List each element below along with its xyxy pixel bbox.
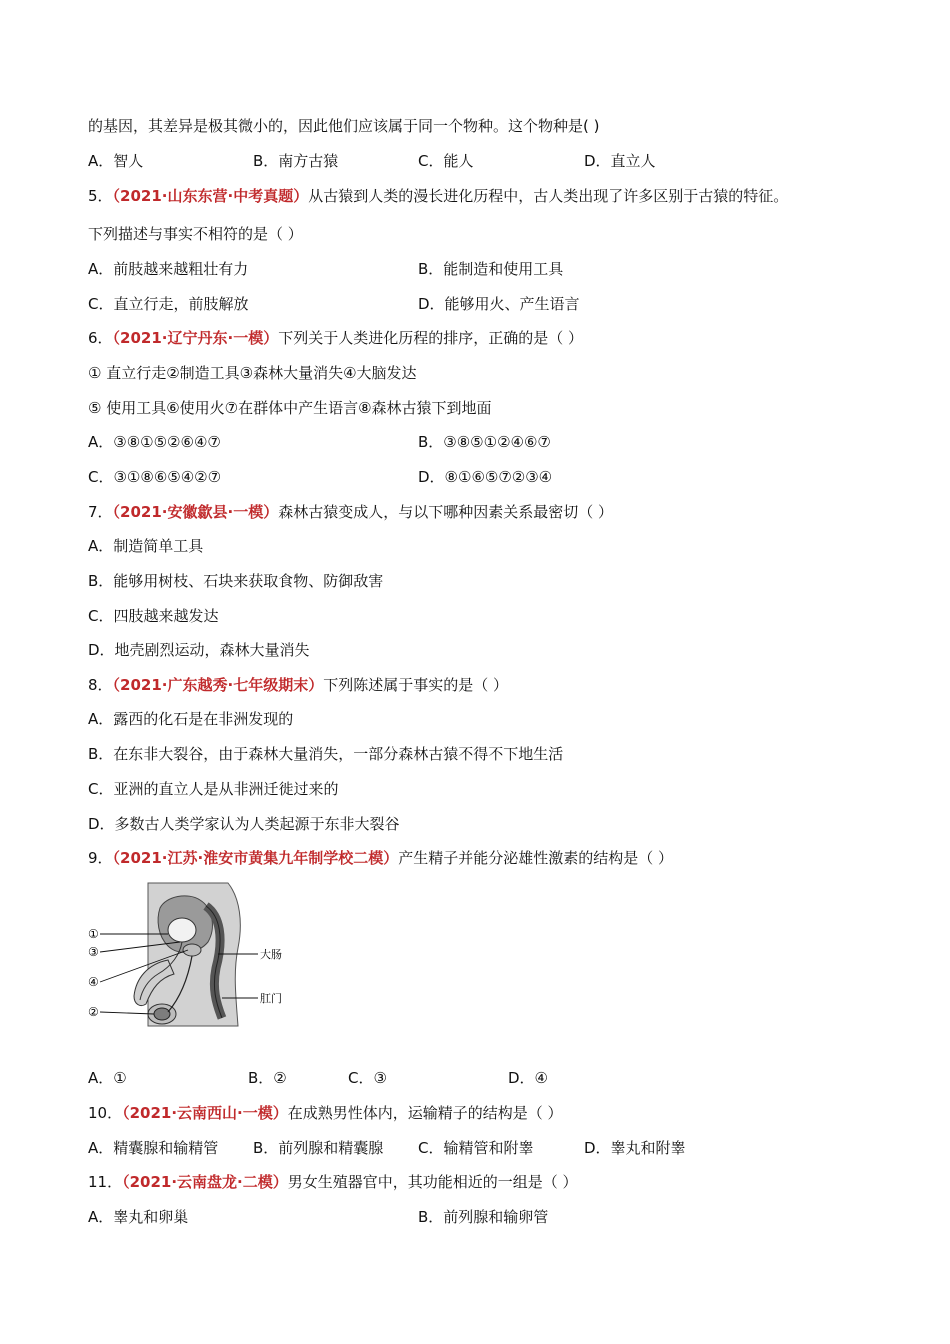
question-5-stem-cont: 下列描述与事实不相符的是（ ） bbox=[88, 225, 303, 243]
q6-option-a[interactable]: A．③⑧①⑤②⑥④⑦ bbox=[88, 433, 221, 451]
figure-label-1: ① bbox=[88, 927, 99, 941]
q7-option-b[interactable]: B．能够用树枝、石块来获取食物、防御敌害 bbox=[88, 572, 384, 590]
question-10-header bbox=[88, 1103, 563, 1123]
q11-option-a[interactable]: A．睾丸和卵巢 bbox=[88, 1208, 189, 1226]
q7-option-a[interactable]: A．制造简单工具 bbox=[88, 537, 204, 555]
question-number: 9． bbox=[88, 849, 113, 867]
figure-label-anus: 肛门 bbox=[260, 992, 282, 1005]
question-stem: 下列关于人类进化历程的排序，正确的是（ ） bbox=[278, 329, 583, 347]
figure-label-4: ④ bbox=[88, 975, 99, 989]
question-source: （2021·辽宁丹东·一模） bbox=[112, 329, 279, 347]
intro-option-b[interactable]: B．南方古猿 bbox=[253, 152, 339, 170]
figure-label-2: ② bbox=[88, 1005, 99, 1019]
q5-option-a[interactable]: A．前肢越来越粗壮有力 bbox=[88, 260, 249, 278]
question-number: 6． bbox=[88, 329, 113, 347]
question-number: 11． bbox=[88, 1173, 123, 1191]
q8-option-d[interactable]: D．多数古人类学家认为人类起源于东非大裂谷 bbox=[88, 815, 400, 833]
q9-option-c[interactable]: C．③ bbox=[348, 1069, 387, 1087]
q7-option-d[interactable]: D．地壳剧烈运动，森林大量消失 bbox=[88, 641, 310, 659]
question-number: 5． bbox=[88, 187, 113, 205]
q8-option-a[interactable]: A．露西的化石是在非洲发现的 bbox=[88, 710, 294, 728]
question-stem: 从古猿到人类的漫长进化历程中，古人类出现了许多区别于古猿的特征。 bbox=[308, 187, 789, 205]
figure-label-3: ③ bbox=[88, 945, 99, 959]
q10-option-d[interactable]: D．睾丸和附睾 bbox=[584, 1139, 686, 1157]
q6-option-d[interactable]: D．⑧①⑥⑤⑦②③④ bbox=[418, 468, 553, 486]
question-source: （2021·江苏·淮安市黄集九年制学校二模） bbox=[112, 849, 399, 867]
q5-option-c[interactable]: C．直立行走，前肢解放 bbox=[88, 295, 249, 313]
q6-option-c[interactable]: C．③①⑧⑥⑤④②⑦ bbox=[88, 468, 222, 486]
question-stem: 下列陈述属于事实的是（ ） bbox=[323, 676, 508, 694]
intro-stem: 的基因，其差异是极其微小的，因此他们应该属于同一个物种。这个物种是( ) bbox=[88, 117, 600, 135]
question-number: 10． bbox=[88, 1104, 123, 1122]
male-reproductive-anatomy-figure bbox=[88, 878, 298, 1028]
q11-option-b[interactable]: B．前列腺和输卵管 bbox=[418, 1208, 549, 1226]
question-7-header bbox=[88, 502, 613, 522]
question-6-header bbox=[88, 328, 583, 348]
question-source: （2021·广东越秀·七年级期末） bbox=[112, 676, 324, 694]
q9-option-a[interactable]: A．① bbox=[88, 1069, 127, 1087]
q7-option-c[interactable]: C．四肢越来越发达 bbox=[88, 607, 219, 625]
intro-option-d[interactable]: D．直立人 bbox=[584, 152, 656, 170]
q8-option-c[interactable]: C．亚洲的直立人是从非洲迁徙过来的 bbox=[88, 780, 339, 798]
question-5-header bbox=[88, 186, 788, 206]
q6-option-b[interactable]: B．③⑧⑤①②④⑥⑦ bbox=[418, 433, 551, 451]
question-8-header bbox=[88, 675, 508, 695]
q9-option-b[interactable]: B．② bbox=[248, 1069, 287, 1087]
question-number: 7． bbox=[88, 503, 113, 521]
q10-option-c[interactable]: C．输精管和附睾 bbox=[418, 1139, 534, 1157]
q6-item-line-2: ⑤ 使用工具⑥使用火⑦在群体中产生语言⑧森林古猿下到地面 bbox=[88, 399, 492, 417]
q10-option-b[interactable]: B．前列腺和精囊腺 bbox=[253, 1139, 384, 1157]
intro-option-c[interactable]: C．能人 bbox=[418, 152, 474, 170]
question-stem: 男女生殖器官中，其功能相近的一组是（ ） bbox=[287, 1173, 578, 1191]
question-9-header bbox=[88, 848, 673, 868]
intro-option-a[interactable]: A．智人 bbox=[88, 152, 144, 170]
question-stem: 在成熟男性体内，运输精子的结构是（ ） bbox=[287, 1104, 563, 1122]
question-source: （2021·山东东营·中考真题） bbox=[112, 187, 309, 205]
question-stem: 产生精子并能分泌雄性激素的结构是（ ） bbox=[398, 849, 673, 867]
q9-option-d[interactable]: D．④ bbox=[508, 1069, 548, 1087]
question-source: （2021·云南西山·一模） bbox=[122, 1104, 288, 1122]
question-11-header bbox=[88, 1172, 578, 1192]
q8-option-b[interactable]: B．在东非大裂谷，由于森林大量消失，一部分森林古猿不得不下地生活 bbox=[88, 745, 564, 763]
q10-option-a[interactable]: A．精囊腺和输精管 bbox=[88, 1139, 219, 1157]
question-stem: 森林古猿变成人，与以下哪种因素关系最密切（ ） bbox=[278, 503, 613, 521]
question-number: 8． bbox=[88, 676, 113, 694]
question-source: （2021·安徽歙县·一模） bbox=[112, 503, 279, 521]
question-source: （2021·云南盘龙·二模） bbox=[122, 1173, 288, 1191]
q6-item-line-1: ① 直立行走②制造工具③森林大量消失④大脑发达 bbox=[88, 364, 417, 382]
q5-option-d[interactable]: D．能够用火、产生语言 bbox=[418, 295, 580, 313]
figure-label-large-intestine: 大肠 bbox=[260, 948, 282, 961]
q5-option-b[interactable]: B．能制造和使用工具 bbox=[418, 260, 564, 278]
